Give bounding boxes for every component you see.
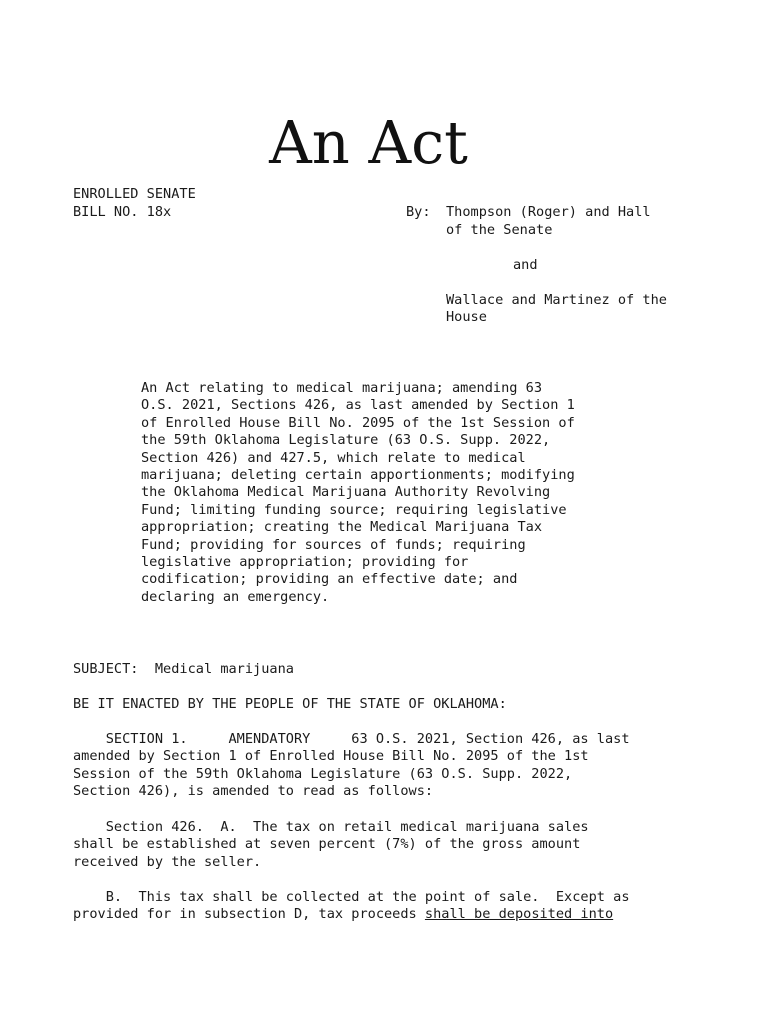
- act-summary: An Act relating to medical marijuana; amending 63 O.S. 2021, Sections 426, as last amended by Section 1 of Enrolled House Bill No. 2095 of the 1st Session of the 59th Oklahoma Legislature (63 O.S. Supp. 2022, Section 426) and 427.5, which relate to medical marijuana; deleting certain apportionments; modifying the Oklahoma Medical Marijuana Authority Revolving Fund; limiting funding source; requiring legislative appropriation; creating the Medical Marijuana Tax Fund; providing for sources of funds; requiring legislative appropriation; providing for codification; providing an effective date; and declaring an emergency.: [141, 380, 575, 605]
- section-1-paragraph: SECTION 1. AMENDATORY 63 O.S. 2021, Section 426, as last amended by Section 1 of Enrolled House Bill No. 2095 of the 1st Session of the 59th Oklahoma Legislature (63 O.S. Supp. 2022, Section 426), is amended to read as follows:: [73, 731, 630, 800]
- section-426-a-paragraph: Section 426. A. The tax on retail medical marijuana sales shall be established at seven percent (7%) of the gross amount received by the seller.: [73, 819, 589, 870]
- subject-line: SUBJECT: Medical marijuana: [73, 661, 294, 677]
- bill-type: ENROLLED SENATE: [73, 186, 196, 202]
- document-title: An Act: [269, 108, 468, 177]
- senate-authors-line2: of the Senate: [446, 222, 553, 238]
- senate-authors-line1: Thompson (Roger) and Hall: [446, 204, 651, 220]
- subsection-b-line2: provided for in subsection D, tax proceeds: [73, 906, 425, 923]
- subsection-b-underlined-text: shall be deposited into: [424, 906, 614, 923]
- bill-number: BILL NO. 18x: [73, 204, 172, 220]
- by-label: By:: [406, 204, 431, 220]
- subsection-b-paragraph: [73, 889, 630, 924]
- enacting-clause: BE IT ENACTED BY THE PEOPLE OF THE STATE OF OKLAHOMA:: [73, 696, 507, 712]
- house-authors-line1: Wallace and Martinez of the: [446, 292, 667, 308]
- subsection-b-line1: B. This tax shall be collected at the point of sale. Except as: [73, 889, 630, 905]
- authors-and: and: [513, 257, 538, 273]
- house-authors-line2: House: [446, 309, 487, 325]
